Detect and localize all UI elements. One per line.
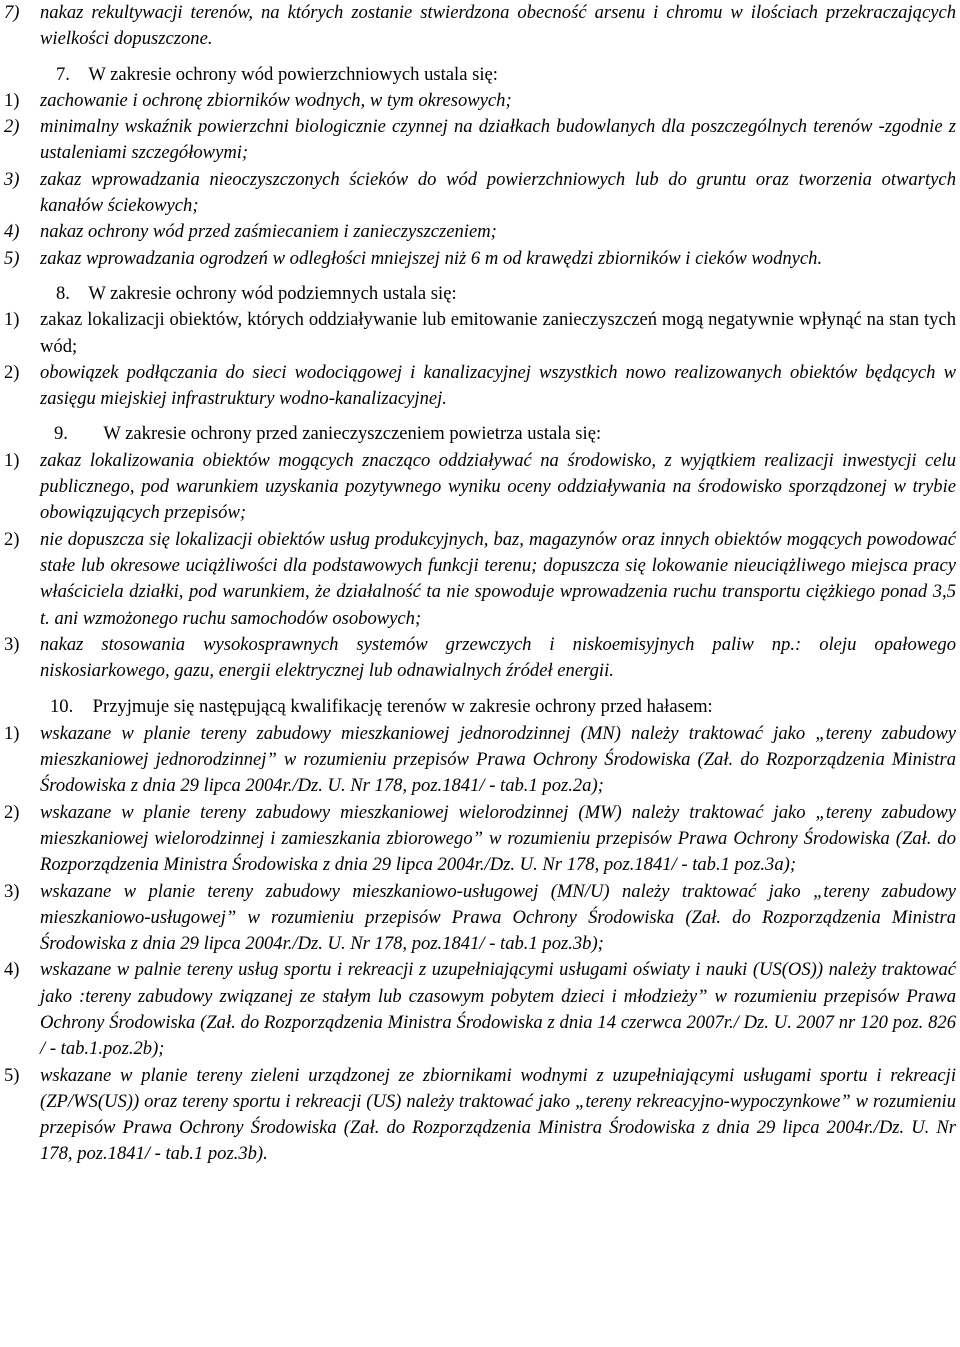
list-item-text: nakaz ochrony wód przed zaśmiecaniem i zanieczyszczeniem; bbox=[40, 221, 497, 243]
section-heading-7 bbox=[4, 62, 956, 88]
list-item-text: wskazane w planie tereny zabudowy mieszkaniowo-usługowej (MN/U) należy traktować jako „tereny zabudowy mieszkaniowo-usługowej” w rozumieniu przepisów Prawa Ochrony Środowiska (Zał. do Rozporządzenia Ministra Środowiska z dnia 29 lipca 2004r./Dz. U. Nr 178, poz.1841/ - tab.1 poz.3b); bbox=[40, 880, 956, 955]
list-item-number: 5) bbox=[4, 247, 20, 269]
list-item bbox=[4, 527, 956, 632]
section-heading-text: W zakresie ochrony wód powierzchniowych ustala się: bbox=[88, 63, 498, 85]
list-item bbox=[4, 360, 956, 413]
section-heading-9 bbox=[4, 421, 956, 447]
spacer bbox=[4, 684, 956, 694]
list-item bbox=[4, 721, 956, 800]
spacer bbox=[4, 53, 956, 62]
list-item bbox=[4, 879, 956, 958]
list-item-text: wskazane w palnie tereny usług sportu i rekreacji z uzupełniającymi usługami oświaty i nauki (US(OS)) należy traktować jako :tereny zabudowy związanej ze stałym lub czasowym pobytem dzieci i młodzieży” w rozumieniu przepisów Prawa Ochrony Środowiska (Zał. do Rozporządzenia Ministra Środowiska z dnia 14 czerwca 2007r./ Dz. U. 2007 nr 120 poz. 826 / - tab.1.poz.2b); bbox=[40, 959, 956, 1060]
list-item-number: 4) bbox=[4, 959, 20, 981]
list-item-number: 1) bbox=[4, 89, 20, 111]
list-item bbox=[4, 114, 956, 167]
list-item bbox=[4, 219, 956, 245]
section-heading-text: Przyjmuje się następującą kwalifikację terenów w zakresie ochrony przed hałasem: bbox=[92, 696, 713, 718]
list-item-text: zakaz wprowadzania nieoczyszczonych ścieków do wód powierzchniowych lub do gruntu oraz tworzenia otwartych kanałów ściekowych; bbox=[40, 168, 956, 217]
spacer bbox=[4, 412, 956, 421]
list-item-number: 5) bbox=[4, 1064, 20, 1086]
section-heading-8 bbox=[4, 281, 956, 307]
list-item-text: wskazane w planie tereny zieleni urządzonej ze zbiornikami wodnymi z uzupełniającymi usługami sportu i rekreacji (ZP/WS(US)) oraz tereny sportu i rekreacji (US) należy traktować jako „tereny rekreacyjno-wypoczynkowe” w rozumieniu przepisów Prawa Ochrony Środowiska (Zał. do Rozporządzenia Ministra Środowiska z dnia 29 lipca 2004r./Dz. U. Nr 178, poz.1841/ - tab.1 poz.3b). bbox=[40, 1064, 956, 1165]
list-item bbox=[4, 448, 956, 527]
list-item-text: wskazane w planie tereny zabudowy mieszkaniowej jednorodzinnej (MN) należy traktować jako „tereny zabudowy mieszkaniowej jednorodzinnej” w rozumieniu przepisów Prawa Ochrony Środowiska (Zał. do Rozporządzenia Ministra Środowiska z dnia 29 lipca 2004r./Dz. U. Nr 178, poz.1841/ - tab.1 poz.2a); bbox=[40, 722, 956, 797]
list-item bbox=[4, 1063, 956, 1168]
list-item-number: 3) bbox=[4, 633, 20, 655]
list-item-number: 3) bbox=[4, 880, 20, 902]
list-item-number: 1) bbox=[4, 722, 20, 744]
list-item bbox=[4, 88, 956, 114]
list-item-text: wskazane w planie tereny zabudowy mieszkaniowej wielorodzinnej (MW) należy traktować jako „tereny zabudowy mieszkaniowej wielorodzinnej i zamieszkania zbiorowego” w rozumieniu przepisów Prawa Ochrony Środowiska (Zał. do Rozporządzenia Ministra Środowiska z dnia 29 lipca 2004r./Dz. U. Nr 178, poz.1841/ - tab.1 poz.3a); bbox=[40, 801, 956, 876]
list-item-number: 1) bbox=[4, 449, 20, 471]
list-item-number: 2) bbox=[4, 116, 20, 138]
list-item bbox=[4, 800, 956, 879]
section-heading-text: W zakresie ochrony przed zanieczyszczeniem powietrza ustala się: bbox=[103, 423, 602, 445]
list-item-text: zachowanie i ochronę zbiorników wodnych, w tym okresowych; bbox=[40, 89, 512, 111]
list-item-text: zakaz lokalizacji obiektów, których oddziaływanie lub emitowanie zanieczyszczeń mogą negatywnie wpłynąć na stan tych wód; bbox=[40, 309, 956, 357]
list-item-text: zakaz wprowadzania ogrodzeń w odległości mniejszej niż 6 m od krawędzi zbiorników i cieków wodnych. bbox=[40, 247, 823, 269]
list-item-number: 7) bbox=[4, 2, 20, 23]
section-number: 7. bbox=[56, 63, 70, 85]
section-number: 10. bbox=[50, 696, 74, 718]
list-item-number: 2) bbox=[4, 528, 20, 550]
spacer bbox=[4, 272, 956, 281]
list-item-number: 2) bbox=[4, 801, 20, 823]
section-number: 9. bbox=[54, 423, 68, 445]
section-number: 8. bbox=[56, 282, 70, 304]
section-heading-text: W zakresie ochrony wód podziemnych ustala się: bbox=[88, 282, 457, 304]
list-item bbox=[4, 246, 956, 272]
list-item-number: 3) bbox=[4, 168, 20, 190]
list-item-text: zakaz lokalizowania obiektów mogących znacząco oddziaływać na środowisko, z wyjątkiem realizacji inwestycji celu publicznego, pod warunkiem uzyskania pozytywnego wyniku oceny oddziaływania na środowisko sporządzonej w trybie obowiązujących przepisów; bbox=[40, 449, 956, 524]
list-item bbox=[4, 957, 956, 1062]
list-item-text: obowiązek podłączania do sieci wodociągowej i kanalizacyjnej wszystkich nowo realizowanych obiektów będących w zasięgu miejskiej infrastruktury wodno-kanalizacyjnej. bbox=[40, 361, 956, 410]
section-heading-10 bbox=[4, 694, 956, 720]
list-item bbox=[4, 0, 956, 53]
list-item bbox=[4, 632, 956, 685]
list-item-text: nakaz rekultywacji terenów, na których zostanie stwierdzona obecność arsenu i chromu w ilościach przekraczających wielkości dopuszczone. bbox=[40, 2, 956, 50]
list-item bbox=[4, 167, 956, 220]
list-item-number: 2) bbox=[4, 361, 20, 383]
list-item-number: 4) bbox=[4, 221, 20, 243]
list-item bbox=[4, 307, 956, 360]
list-item-text: nakaz stosowania wysokosprawnych systemów grzewczych i niskoemisyjnych paliw np.: oleju opałowego niskosiarkowego, gazu, energii elektrycznej lub odnawialnych źródeł energii. bbox=[40, 633, 956, 682]
list-item-number: 1) bbox=[4, 309, 20, 331]
list-item-text: minimalny wskaźnik powierzchni biologicznie czynnej na działkach budowlanych dla poszczególnych terenów -zgodnie z ustaleniami szczegółowymi; bbox=[40, 116, 956, 164]
list-item-text: nie dopuszcza się lokalizacji obiektów usług produkcyjnych, baz, magazynów oraz innych obiektów mogących powodować stałe lub okresowe uciążliwości dla podstawowych funkcji terenu; dopuszcza się lokowanie nieuciążliwego miejsca pracy właściciela działki, pod warunkiem, że działalność ta nie spowoduje wprowadzenia ruchu transportu ciężkiego ponad 3,5 t. ani wzmożonego ruchu samochodów osobowych; bbox=[40, 528, 956, 629]
